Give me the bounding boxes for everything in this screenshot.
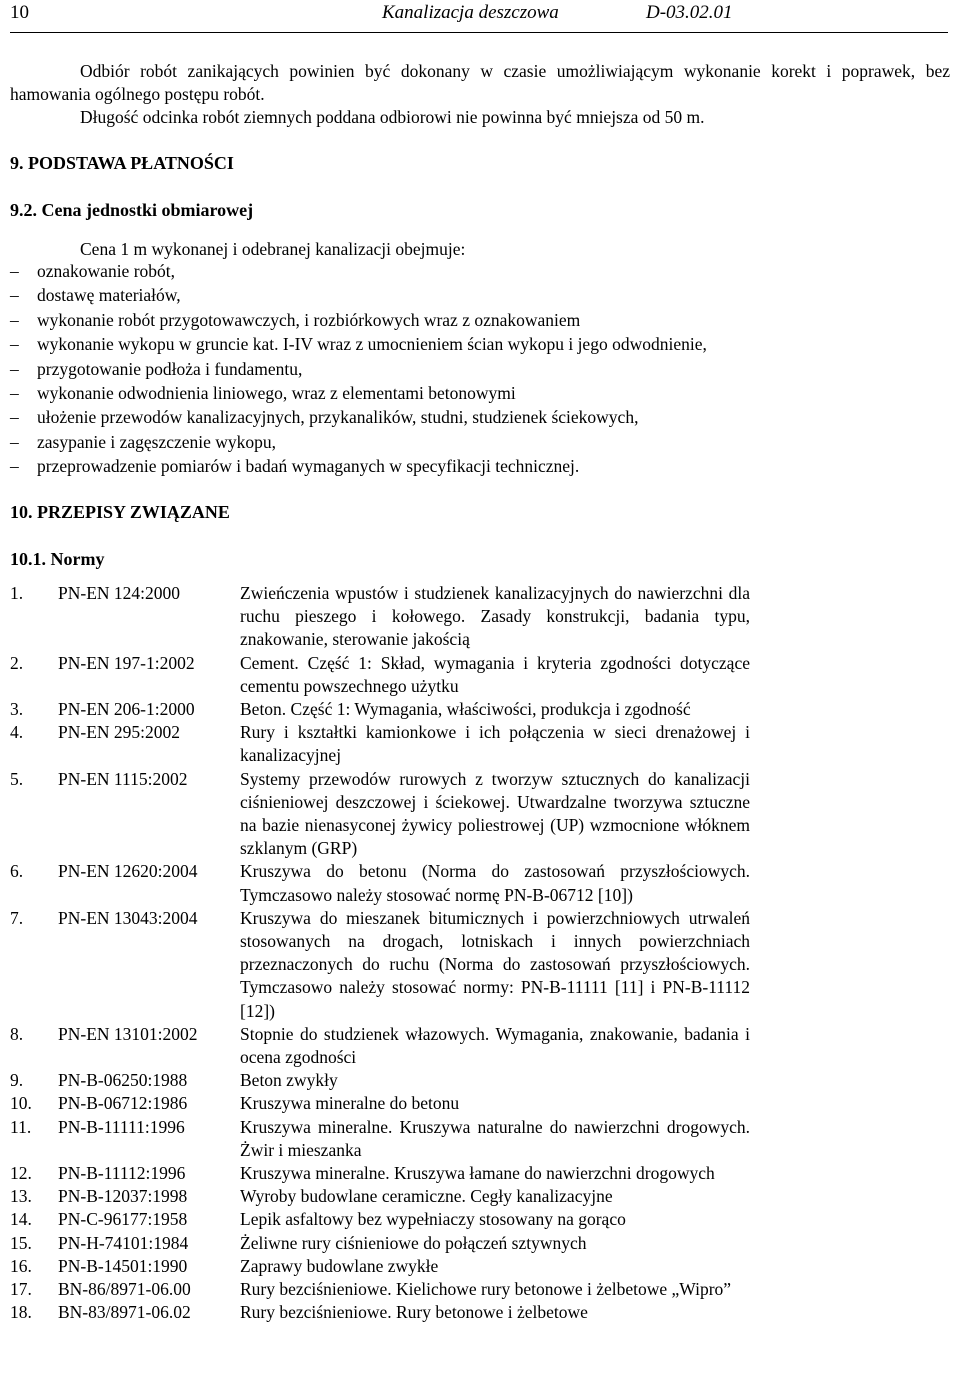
price-item-text: dostawę materiałów, xyxy=(37,285,181,306)
page-header xyxy=(10,2,948,33)
price-item xyxy=(10,259,707,283)
norm-code: PN-EN 1115:2002 xyxy=(58,768,188,789)
norm-description: Kruszywa do betonu (Norma do zastosowań przyszłościowych. Tymczasowo należy stosować normę PN-B-06712 [10]) xyxy=(240,861,750,905)
price-item-text: przygotowanie podłoża i fundamentu, xyxy=(37,358,303,379)
norm-number: 11. xyxy=(10,1116,32,1137)
norm-description: Rury bezciśnieniowe. Kielichowe rury betonowe i żelbetowe „Wipro” xyxy=(240,1279,732,1300)
norm-row xyxy=(10,907,750,1023)
norm-description: Rury bezciśnieniowe. Rury betonowe i żelbetowe xyxy=(240,1302,588,1323)
paragraph-acceptance: Odbiór robót zanikających powinien być dokonany w czasie umożliwiającym wykonanie korekt i poprawek, bez hamowania ogólnego postępu robót. xyxy=(10,61,950,104)
dash-bullet: – xyxy=(10,431,19,452)
norm-row xyxy=(10,582,750,652)
norm-row xyxy=(10,860,750,906)
norm-description: Cement. Część 1: Skład, wymagania i kryteria zgodności dotyczące cementu powszechnego użytku xyxy=(240,652,750,696)
norm-row xyxy=(10,1255,750,1278)
norm-number: 6. xyxy=(10,861,24,882)
price-item xyxy=(10,430,707,454)
norm-code: PN-B-14501:1990 xyxy=(58,1255,188,1276)
norms-list xyxy=(10,582,750,1325)
norm-code: PN-B-06250:1988 xyxy=(58,1070,188,1091)
norm-row xyxy=(10,1278,750,1301)
dash-bullet: – xyxy=(10,407,19,428)
price-item xyxy=(10,283,707,307)
dash-bullet: – xyxy=(10,334,19,355)
norm-number: 8. xyxy=(10,1023,24,1044)
norm-number: 12. xyxy=(10,1163,32,1184)
norm-code: PN-EN 197-1:2002 xyxy=(58,652,195,673)
norm-description: Żeliwne rury ciśnieniowe do połączeń sztywnych xyxy=(240,1232,587,1253)
norm-description: Lepik asfaltowy bez wypełniaczy stosowany na gorąco xyxy=(240,1209,626,1230)
norm-number: 15. xyxy=(10,1232,32,1253)
price-item xyxy=(10,381,707,405)
norm-number: 18. xyxy=(10,1302,32,1323)
norm-row xyxy=(10,1092,750,1115)
norm-code: PN-EN 12620:2004 xyxy=(58,861,198,882)
norm-description: Stopnie do studzienek włazowych. Wymagania, znakowanie, badania i ocena zgodności xyxy=(240,1023,750,1068)
norm-number: 7. xyxy=(10,907,24,928)
norm-row xyxy=(10,1162,750,1185)
price-item xyxy=(10,357,707,381)
dash-bullet: – xyxy=(10,456,19,477)
dash-bullet: – xyxy=(10,261,19,281)
norm-row xyxy=(10,1301,750,1324)
price-item-text: przeprowadzenie pomiarów i badań wymaganych w specyfikacji technicznej. xyxy=(37,456,580,477)
norm-description: Kruszywa mineralne. Kruszywa łamane do nawierzchni drogowych xyxy=(240,1163,715,1184)
page-number: 10 xyxy=(10,2,29,23)
norm-code: PN-EN 124:2000 xyxy=(58,583,181,603)
norm-number: 3. xyxy=(10,699,24,720)
norm-code: PN-EN 13101:2002 xyxy=(58,1023,198,1044)
norm-number: 14. xyxy=(10,1209,32,1230)
document-code: D-03.02.01 xyxy=(646,2,733,23)
norm-row xyxy=(10,1185,750,1208)
price-items-list xyxy=(10,259,707,479)
norm-description: Zwieńczenia wpustów i studzienek kanalizacyjnych do nawierzchni dla ruchu pieszego i kołowego. Zasady konstrukcji, badania typu, znakowanie, sterowanie jakością xyxy=(240,583,750,650)
section-heading-10: 10. PRZEPISY ZWIĄZANE xyxy=(10,502,230,522)
norm-description: Zaprawy budowlane zwykłe xyxy=(240,1255,439,1276)
price-item xyxy=(10,405,707,429)
norm-code: PN-C-96177:1958 xyxy=(58,1209,188,1230)
norm-row xyxy=(10,768,750,861)
norm-row xyxy=(10,652,750,698)
price-item-text: zasypanie i zagęszczenie wykopu, xyxy=(37,431,277,452)
price-intro: Cena 1 m wykonanej i odebranej kanalizacji obejmuje: xyxy=(80,239,466,259)
subsection-heading-9-2: 9.2. Cena jednostki obmiarowej xyxy=(10,200,254,220)
norm-row xyxy=(10,1116,750,1162)
norm-number: 2. xyxy=(10,652,24,673)
norm-code: PN-EN 13043:2004 xyxy=(58,907,198,928)
price-item-text: oznakowanie robót, xyxy=(37,261,176,281)
price-item-text: wykonanie robót przygotowawczych, i rozbiórkowych wraz z oznakowaniem xyxy=(37,309,581,330)
price-item-text: wykonanie wykopu w gruncie kat. I-IV wraz z umocnieniem ścian wykopu i jego odwodnienie, xyxy=(37,334,707,355)
norm-row xyxy=(10,698,750,721)
norm-description: Kruszywa mineralne do betonu xyxy=(240,1093,460,1114)
norm-row xyxy=(10,1069,750,1092)
norm-row xyxy=(10,1208,750,1231)
norm-code: PN-B-11112:1996 xyxy=(58,1163,186,1184)
norm-description: Kruszywa mineralne. Kruszywa naturalne do nawierzchni drogowych. Żwir i mieszanka xyxy=(240,1116,750,1160)
norm-code: BN-83/8971-06.02 xyxy=(58,1302,191,1323)
price-item xyxy=(10,308,707,332)
norm-number: 16. xyxy=(10,1255,32,1276)
norm-number: 13. xyxy=(10,1186,32,1207)
norm-code: PN-B-06712:1986 xyxy=(58,1093,188,1114)
norm-code: PN-EN 295:2002 xyxy=(58,722,181,743)
norm-description: Rury i kształtki kamionkowe i ich połączenia w sieci drenażowej i kanalizacyjnej xyxy=(240,722,750,766)
norm-row xyxy=(10,1232,750,1255)
norm-description: Systemy przewodów rurowych z tworzyw sztucznych do kanalizacji ciśnieniowej deszczowej i ściekowej. Utwardzalne tworzywa sztuczne na bazie nienasyconej żywicy poliestrowej (UP) wzmocnione włóknem szklanym (GRP) xyxy=(240,768,750,859)
norm-number: 5. xyxy=(10,768,24,789)
norm-description: Beton. Część 1: Wymagania, właściwości, produkcja i zgodność xyxy=(240,699,691,720)
dash-bullet: – xyxy=(10,285,19,306)
norm-code: BN-86/8971-06.00 xyxy=(58,1279,191,1300)
price-item-text: ułożenie przewodów kanalizacyjnych, przykanalików, studni, studzienek ściekowych, xyxy=(37,407,639,428)
norm-code: PN-B-12037:1998 xyxy=(58,1186,188,1207)
norm-code: PN-B-11111:1996 xyxy=(58,1116,185,1137)
dash-bullet: – xyxy=(10,382,19,403)
price-item xyxy=(10,332,707,356)
norm-description: Beton zwykły xyxy=(240,1070,338,1091)
paragraph-length: Długość odcinka robót ziemnych poddana odbiorowi nie powinna być mniejsza od 50 m. xyxy=(80,107,705,127)
price-item xyxy=(10,454,707,478)
norm-number: 1. xyxy=(10,583,24,603)
norm-code: PN-EN 206-1:2000 xyxy=(58,699,195,720)
norm-number: 17. xyxy=(10,1279,32,1300)
subsection-heading-10-1: 10.1. Normy xyxy=(10,549,105,569)
norm-number: 10. xyxy=(10,1093,32,1114)
document-title: Kanalizacja deszczowa xyxy=(382,2,559,23)
norm-code: PN-H-74101:1984 xyxy=(58,1232,189,1253)
dash-bullet: – xyxy=(10,358,19,379)
norm-row xyxy=(10,1023,750,1069)
norm-description: Wyroby budowlane ceramiczne. Cegły kanalizacyjne xyxy=(240,1186,613,1207)
price-item-text: wykonanie odwodnienia liniowego, wraz z elementami betonowymi xyxy=(37,382,516,403)
norm-row xyxy=(10,721,750,767)
section-heading-9: 9. PODSTAWA PŁATNOŚCI xyxy=(10,153,234,173)
norm-number: 9. xyxy=(10,1070,24,1091)
norm-number: 4. xyxy=(10,722,24,743)
norm-description: Kruszywa do mieszanek bitumicznych i powierzchniowych utrwaleń stosowanych na drogach, lotniskach i innych powierzchniach przeznaczonych do ruchu (Norma do zastosowań przyszłościowych. Tymczasowo należy stosować normy: PN-B-11111 [11] i PN-B-11112 [12]) xyxy=(240,907,750,1021)
dash-bullet: – xyxy=(10,309,19,330)
